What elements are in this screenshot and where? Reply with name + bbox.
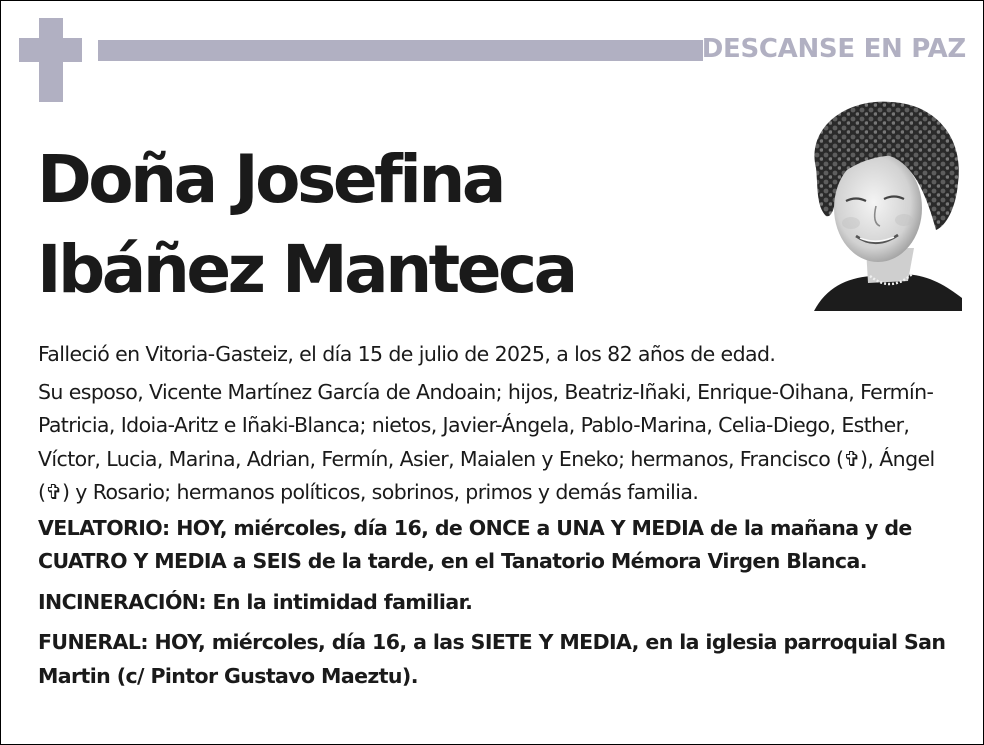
deceased-portrait-photo [796, 98, 962, 311]
deceased-name-line-2: Ibáñez Manteca [37, 231, 575, 308]
deceased-name-line-1: Doña Josefina [37, 141, 503, 218]
header-label: DESCANSE EN PAZ [701, 34, 966, 64]
cross-icon-horizontal [19, 38, 82, 62]
velatorio-notice: VELATORIO: HOY, miércoles, día 16, de ONCE a UNA Y MEDIA de la mañana y de CUATRO Y MEDIA a SEIS de la tarde, en el Tanatorio Mémora Virgen Blanca. [38, 515, 912, 573]
deceased-name [37, 135, 575, 315]
header-divider-bar [98, 40, 703, 61]
death-notice: Falleció en Vitoria-Gasteiz, el día 15 de julio de 2025, a los 82 años de edad. [38, 342, 776, 366]
funeral-notice: FUNERAL: HOY, miércoles, día 16, a las SIETE Y MEDIA, en la iglesia parroquial San Martin (c/ Pintor Gustavo Maeztu). [38, 630, 946, 688]
family-list: Su esposo, Vicente Martínez García de Andoain; hijos, Beatriz-Iñaki, Enrique-Oihana, Fermín-Patricia, Idoia-Aritz e Iñaki-Blanca; nietos, Javier-Ángela, Pablo-Marina, Celia-Diego, Esther, Víctor, Lucia, Marina, Adrian, Fermín, Asier, Maialen y Eneko; hermanos, Francisco (✞), Ángel (✞) y Rosario; hermanos políticos, sobrinos, primos y demás familia. [38, 379, 935, 504]
incineracion-notice: INCINERACIÓN: En la intimidad familiar. [38, 589, 473, 614]
obituary-body [38, 338, 958, 700]
